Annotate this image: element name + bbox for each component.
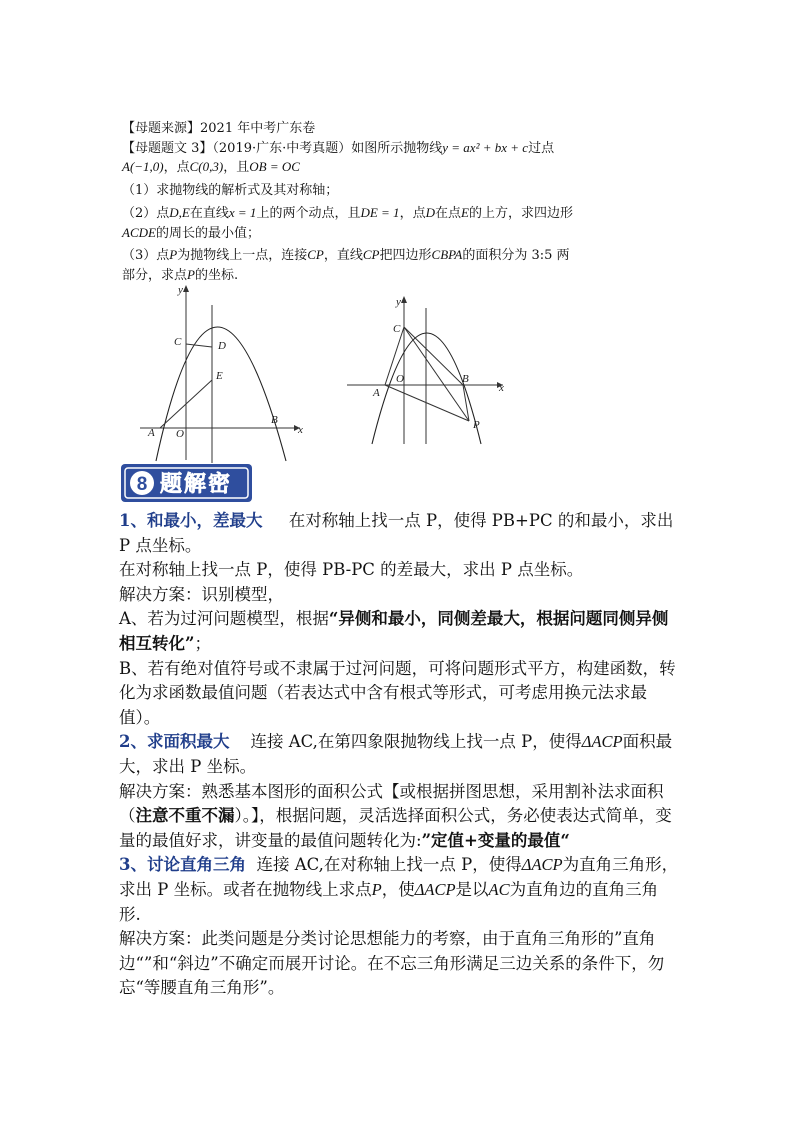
text-fragment: 在直线 [189, 206, 229, 221]
solution-2-text-cont: ）。】，根据问题，灵活选择面积公式，务必使表达式简单，变量的最值好求，讲变量的最值问题转化为: [119, 806, 672, 850]
section-3-para [119, 853, 679, 927]
section-1-heading: 1、和最小，差最大 [119, 511, 263, 530]
label-c: C [393, 323, 401, 335]
math: E [460, 205, 469, 220]
text-fragment: 的面积分为 3:5 两 [462, 248, 570, 263]
passes-text: 过点 [528, 141, 555, 156]
math: AC [488, 879, 510, 899]
y-axis-arrow [183, 285, 189, 292]
text-fragment: 的上方，求四边形 [468, 206, 573, 221]
figure-2-svg [345, 294, 510, 446]
question-3-line-2 [122, 265, 238, 285]
banner-svg [120, 463, 253, 503]
math: CP [307, 247, 324, 262]
label-d: D [218, 340, 226, 352]
math: CP [362, 247, 380, 262]
option-a-text: A、若为过河问题模型，根据 [119, 609, 329, 629]
math: ΔACP [581, 732, 623, 752]
label-c: C [174, 336, 182, 348]
segment-cd [186, 344, 212, 347]
math: x = 1 [228, 205, 257, 220]
figure-1-svg [140, 283, 305, 463]
banner-number: 8 [136, 474, 148, 495]
section-1-para [119, 509, 679, 558]
option-a [119, 607, 679, 656]
label-x: x [298, 424, 303, 436]
figure-2 [345, 294, 510, 450]
text-fragment: ，且 [223, 160, 250, 175]
solution-2-text: 解决方案：熟悉基本图形的面积公式【或根据拼图思想，采用割补法求面积（ [119, 781, 664, 826]
source-text: 【母题来源】2021 年中考广东卷 [122, 121, 316, 136]
text-fragment: 部分，求点 [122, 268, 188, 283]
problem-line-1 [122, 138, 554, 158]
point-a: A(−1,0) [122, 159, 164, 174]
question-3-line-1 [122, 245, 570, 265]
section-2-text-end: 面积最大，求出 P 坐标。 [119, 732, 673, 776]
solution-2 [119, 780, 679, 854]
question-2-line-2 [122, 223, 260, 243]
label-y: y [396, 296, 401, 308]
text-fragment: 的坐标. [194, 268, 239, 283]
math: ACDE [122, 225, 156, 240]
text-fragment: 上的两个动点，且 [256, 206, 361, 221]
text-fragment: （2）点 [122, 206, 170, 221]
math: P [169, 247, 178, 262]
math: ΔACP [414, 879, 456, 899]
question-2-line-1 [122, 203, 573, 223]
text-fragment: ，点 [163, 160, 190, 175]
label-p: P [473, 419, 480, 431]
label-o: O [176, 428, 184, 440]
math: D,E [169, 205, 190, 220]
text-fragment: 把四边形 [379, 248, 432, 263]
text-fragment: ，直线 [323, 248, 363, 263]
math: DE = 1 [360, 205, 400, 220]
solution-label-1: 解决方案：识别模型， [119, 584, 284, 604]
label-b: B [271, 414, 278, 426]
section-2-text: 连接 AC,在第四象限抛物线上找一点 P，使得 [250, 732, 582, 752]
text-fragment: （3）点 [122, 248, 170, 263]
figure-1 [140, 283, 305, 467]
option-a-bold: “异侧和最小，同侧差最大，根据问题同侧异侧相互转化” [119, 609, 669, 653]
section-1-text: 在对称轴上找一点 P，使得 PB+PC 的和最小，求出 P 点坐标。 [119, 511, 674, 555]
section-2-para [119, 730, 679, 779]
text-fragment: 为抛物线上一点，连接 [177, 248, 308, 263]
text-fragment: ，点 [399, 206, 426, 221]
question-1-text: （1）求抛物线的解析式及其对称轴； [122, 183, 339, 198]
problem-meta: （2019·广东·中考真题）如图所示抛物线 [212, 141, 443, 156]
section-1-text-2: 在对称轴上找一点 P，使得 PB-PC 的差最大，求出 P 点坐标。 [119, 560, 584, 580]
section-3-text: 连接 AC,在对称轴上找一点 P，使得 [256, 855, 522, 875]
segment-cb [404, 327, 463, 385]
point-c: C(0,3) [189, 159, 224, 174]
question-1 [122, 181, 338, 200]
banner-title: 题解密 [160, 472, 233, 497]
source-line [122, 119, 315, 138]
section-3-heading: 3、讨论直角三角 [119, 855, 246, 875]
equation-ob-oc: OB = OC [249, 159, 300, 174]
answer-banner [120, 463, 253, 503]
text-fragment: ； [194, 633, 211, 653]
problem-line-2 [122, 157, 300, 177]
section-2-heading: 2、求面积最大 [119, 732, 230, 752]
label-e: E [216, 370, 223, 382]
option-b: B、若有绝对值符号或不隶属于过河问题，可将问题形式平方，构建函数，转化为求函数最值问题（若表达式中含有根式等形式，可考虑用换元法求最值）。 [119, 658, 676, 727]
math: P [371, 879, 382, 899]
parabola-formula: y = ax² + bx + c [442, 140, 529, 155]
section-3-text-cont: 为直角三角形，求出 P 坐标。或者在抛物线上求点 [119, 855, 679, 899]
math: CBPA [431, 247, 463, 262]
text-fragment: 是以 [455, 879, 489, 899]
math: P [187, 267, 195, 282]
math: ΔACP [521, 855, 563, 875]
label-o: O [396, 373, 404, 385]
text-fragment: ，使 [381, 879, 415, 899]
text-fragment: 的周长的最小值； [155, 226, 260, 241]
text-fragment: 为直角边的直角三角形. [119, 879, 659, 924]
label-x: x [499, 382, 504, 394]
solution-3: 解决方案：此类问题是分类讨论思想能力的考察，由于直角三角形的”直角边“”和“斜边”不确定而展开讨论。在不忘三角形满足三边关系的条件下，勿忘“等腰直角三角形”。 [119, 929, 665, 998]
text-fragment: 在点 [434, 206, 461, 221]
label-y: y [178, 284, 183, 296]
label-b: B [462, 373, 469, 385]
solution-body [119, 509, 679, 1001]
label-a: A [373, 387, 380, 399]
problem-label: 【母题题文 3】 [122, 141, 213, 156]
solution-2-bold: 注意不重不漏 [135, 806, 235, 826]
y-axis-arrow [401, 296, 407, 303]
solution-2-bold-end: ”定值+变量的最值“ [421, 830, 570, 850]
label-a: A [148, 427, 155, 439]
math: D [425, 205, 435, 220]
